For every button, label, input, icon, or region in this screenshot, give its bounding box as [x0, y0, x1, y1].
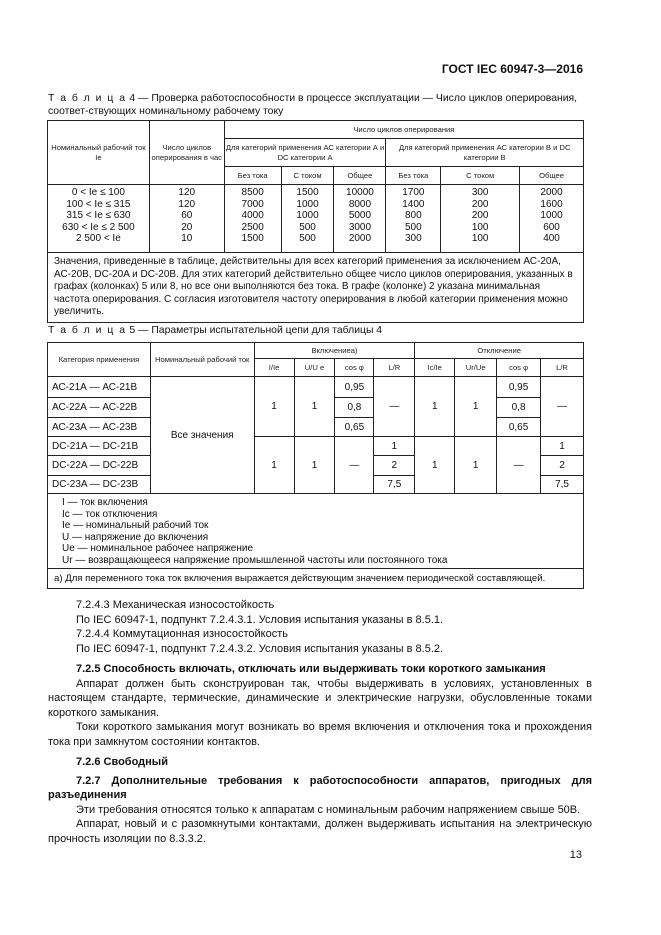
t5-cos-off: 0,8: [497, 398, 541, 418]
t5-category: АС-23А — АС-23В: [48, 418, 151, 437]
t4-col: 10000 8000 5000 3000 2000: [334, 185, 386, 253]
t5-sub-off: Ur/Uе: [455, 359, 497, 377]
t5-lr-on: 7,5: [374, 476, 415, 494]
t5-sub-on: cos φ: [335, 359, 374, 377]
body-text: [48, 598, 592, 846]
t4-col: 8500 7000 4000 2500 1500: [224, 185, 281, 253]
t5-category: DC-22A — DC-22B: [48, 456, 151, 476]
t5-value: 1: [294, 437, 335, 494]
t4-col: 2000 1600 1000 600 400: [520, 185, 584, 253]
t5-category: DC-21A — DC-21B: [48, 437, 151, 456]
t4-col: 0 < Iе ≤ 100 100 < Iе ≤ 315 315 < Iе ≤ 630 630 < Iе ≤ 2 500 2 500 < Iе: [48, 185, 150, 253]
t5-value: 1: [455, 437, 497, 494]
t4-sub: Без тока: [386, 167, 441, 185]
section-7244-text: По IEC 60947-1, подпункт 7.2.4.3.2. Условия испытания указаны в 8.5.2.: [76, 642, 444, 655]
t5-cos-on: 0,8: [335, 398, 374, 418]
t4-sub: С током: [281, 167, 334, 185]
t4-sub: С током: [441, 167, 520, 185]
section-727-p1: Эти требования относятся только к аппаратам с номинальным рабочим напряжением свыше 50В.: [76, 803, 581, 816]
section-7244-title: 7.2.4.4 Коммутационная износостойкость: [76, 628, 288, 640]
t5-head-off: Отключение: [415, 343, 584, 359]
table5-caption: [48, 324, 588, 337]
t5-value: 1: [254, 437, 294, 494]
t4-head-current: Номинальный рабочий ток Iе: [48, 121, 150, 185]
t5-category: АС-21А — АС-21В: [48, 377, 151, 398]
legend-item: Uе — номинальное рабочее напряжение: [62, 543, 254, 554]
t5-footnote: a) Для переменного тока ток включения выражается действующим значением периодической составляющей.: [48, 569, 584, 589]
section-7243-title: 7.2.4.3 Механическая износостойкость: [76, 599, 275, 611]
page-number: 13: [569, 849, 582, 861]
t5-value: 1: [415, 437, 455, 494]
t4-sub: Общее: [520, 167, 584, 185]
t5-lr-off: 7,5: [541, 476, 584, 494]
section-725-p1: Аппарат должен быть сконструирован так, чтобы выдерживать в условиях, установленных в настоящем стандарте, термические, динамические и электрические нагрузки, обусловленные токами короткого замыкания.: [48, 677, 592, 719]
t4-head-group-a: Для категорий применения АС категории А и DC категории А: [224, 139, 386, 167]
t5-sub-on: L/R: [374, 359, 415, 377]
t5-sub-off: cos φ: [497, 359, 541, 377]
t4-note: Значения, приведенные в таблице, действительны для всех категорий применения за исключением АС-20А, АС-20В, DC-20A и DC-20B. Для этих категорий действительно общее число циклов оперирования, указанных в графах (колонках) 5 или 8, но все они выполняются без тока. В графе (колонке) 2 указана минимальная частота оперирования. С согласия изготовителя частоту оперирования в любой категории применения можно увеличить.: [48, 253, 584, 323]
t5-lr-on: 2: [374, 456, 415, 476]
table5-caption-label: Т а б л и ц а: [48, 325, 127, 336]
t5-dash: —: [541, 377, 584, 437]
table-4: [47, 120, 584, 323]
t5-head-category: Категория применения: [48, 343, 151, 377]
t4-head-cycles: Число циклов оперирования: [224, 121, 583, 139]
t5-cos-off: 0,95: [497, 377, 541, 398]
legend-item: I — ток включения: [62, 497, 148, 508]
t4-sub: Общее: [334, 167, 386, 185]
t4-sub: Без тока: [224, 167, 281, 185]
legend-item: Ur — возвращающееся напряжение промышленной частоты или постоянного тока: [62, 554, 448, 566]
t5-dash: —: [374, 377, 415, 437]
t4-col: 120 120 60 20 10: [149, 185, 224, 253]
legend-item: Iе — номинальный рабочий ток: [62, 520, 209, 531]
t5-all-values: Все значения: [150, 377, 254, 494]
t5-sub-off: L/R: [541, 359, 584, 377]
t5-value: 1: [294, 377, 335, 437]
section-727-title: 7.2.7 Дополнительные требования к работоспособности аппаратов, пригодных для разъединения: [48, 774, 592, 801]
t5-cos-on: 0,65: [335, 418, 374, 437]
t5-dash: —: [497, 437, 541, 494]
table-5: [47, 342, 584, 589]
section-7243-text: По IEC 60947-1, подпункт 7.2.4.3.1. Условия испытания указаны в 8.5.1.: [76, 613, 444, 626]
t5-head-on: Включениеa): [254, 343, 415, 359]
t5-value: 1: [415, 377, 455, 437]
table4-caption-label: Т а б л и ц а: [48, 93, 127, 104]
t5-lr-off: 1: [541, 437, 584, 456]
t5-value: 1: [254, 377, 294, 437]
t5-lr-on: 1: [374, 437, 415, 456]
t4-col: 1700 1400 800 500 300: [386, 185, 441, 253]
table5-caption-text: 5 — Параметры испытательной цепи для таблицы 4: [129, 325, 383, 336]
t5-value: 1: [455, 377, 497, 437]
t5-lr-off: 2: [541, 456, 584, 476]
t4-col: 300 200 200 100 100: [441, 185, 520, 253]
table4-caption: [48, 92, 588, 118]
document-header: ГОСТ IEC 60947-3—2016: [441, 62, 583, 76]
table4-caption-text: 4 — Проверка работоспособности в процессе эксплуатации — Число циклов оперирования, соответ-ствующих номинальному рабочему току: [48, 93, 578, 117]
t4-col: 1500 1000 1000 500 500: [281, 185, 334, 253]
t5-sub-off: Ic/Iе: [415, 359, 455, 377]
t5-sub-on: I/Iе: [254, 359, 294, 377]
t5-cos-on: 0,95: [335, 377, 374, 398]
t4-head-group-b: Для категорий применения АС категории В и DC категории В: [386, 139, 584, 167]
t5-dash: —: [335, 437, 374, 494]
t5-cos-off: 0,65: [497, 418, 541, 437]
section-725-p2: Токи короткого замыкания могут возникать во время включения и отключения тока и прохождения тока при замкнутом состоянии контактов.: [48, 721, 592, 748]
t5-legend: [48, 494, 584, 569]
t5-category: DC-23A — DC-23B: [48, 476, 151, 494]
t5-head-current: Номинальный рабочий ток: [150, 343, 254, 377]
legend-item: Ic — ток отключения: [62, 508, 158, 520]
section-727-p2: Аппарат, новый и с разомкнутыми контактами, должен выдерживать испытания на электрическую прочность изоляции по 8.3.3.2.: [48, 818, 592, 845]
legend-item: U — напряжение до включения: [62, 531, 209, 543]
section-725-title: 7.2.5 Способность включать, отключать или выдерживать токи короткого замыкания: [76, 663, 546, 675]
t4-head-cycles-hour: Число циклов оперирования в час: [149, 121, 224, 185]
section-726-title: 7.2.6 Свободный: [76, 756, 168, 768]
t5-sub-on: U/U е: [294, 359, 335, 377]
t5-category: АС-22А — АС-22В: [48, 398, 151, 418]
